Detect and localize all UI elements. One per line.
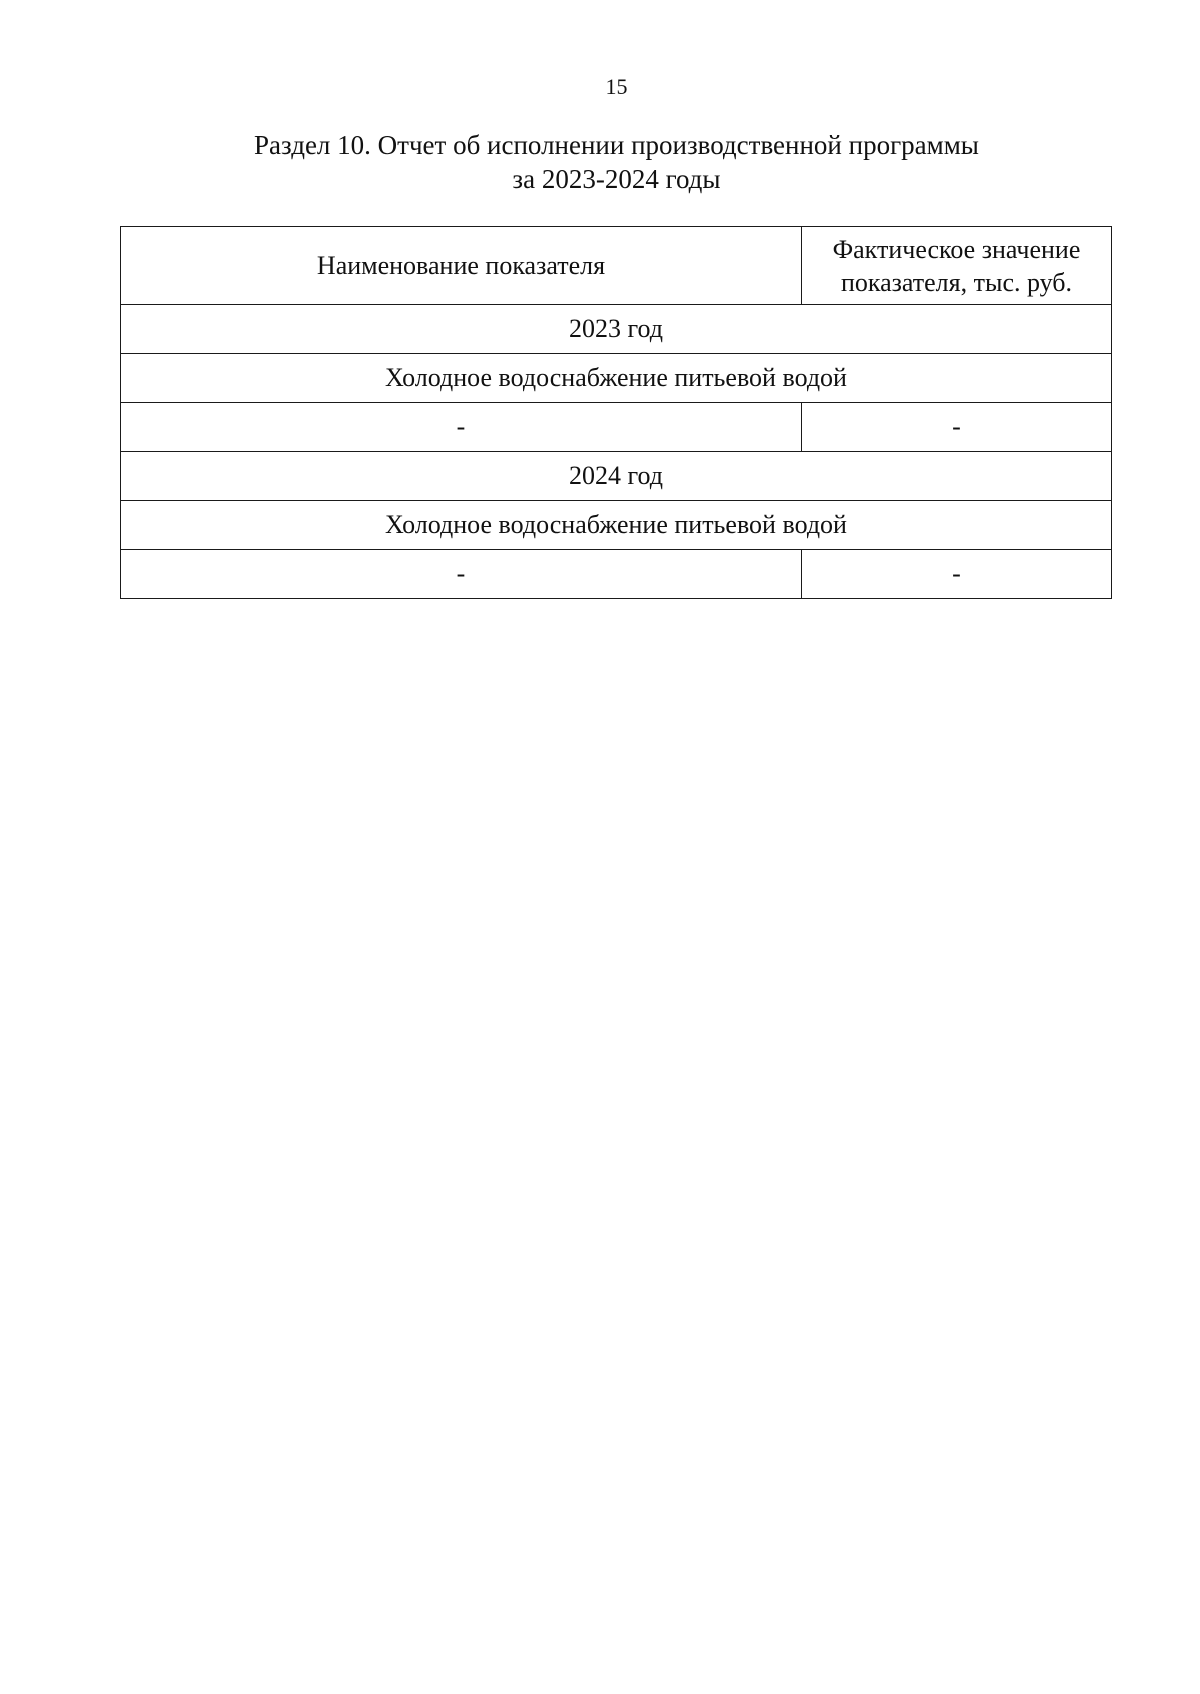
header-indicator-name: Наименование показателя — [121, 227, 802, 305]
header-actual-value-line-2: показателя, тыс. руб. — [840, 267, 1073, 297]
category-row-2023 — [121, 354, 1112, 403]
page-number: 15 — [605, 74, 628, 99]
table-header-row — [121, 227, 1112, 305]
indicator-name-cell: - — [121, 550, 802, 599]
header-actual-value-line-1: Фактическое значение — [832, 234, 1081, 264]
category-row-2024 — [121, 501, 1112, 550]
table-row — [121, 403, 1112, 452]
production-program-report-table — [120, 226, 1112, 599]
section-title-line-1: Раздел 10. Отчет об исполнении производственной программы — [254, 130, 979, 160]
year-label: 2024 год — [121, 452, 1112, 501]
section-title — [0, 128, 1200, 196]
year-label: 2023 год — [121, 305, 1112, 354]
header-actual-value — [802, 227, 1112, 305]
indicator-name-cell: - — [121, 403, 802, 452]
table-row — [121, 550, 1112, 599]
indicator-value-cell: - — [802, 550, 1112, 599]
year-row-2023 — [121, 305, 1112, 354]
category-label: Холодное водоснабжение питьевой водой — [121, 354, 1112, 403]
category-label: Холодное водоснабжение питьевой водой — [121, 501, 1112, 550]
indicator-value-cell: - — [802, 403, 1112, 452]
section-title-line-2: за 2023-2024 годы — [512, 164, 721, 194]
year-row-2024 — [121, 452, 1112, 501]
